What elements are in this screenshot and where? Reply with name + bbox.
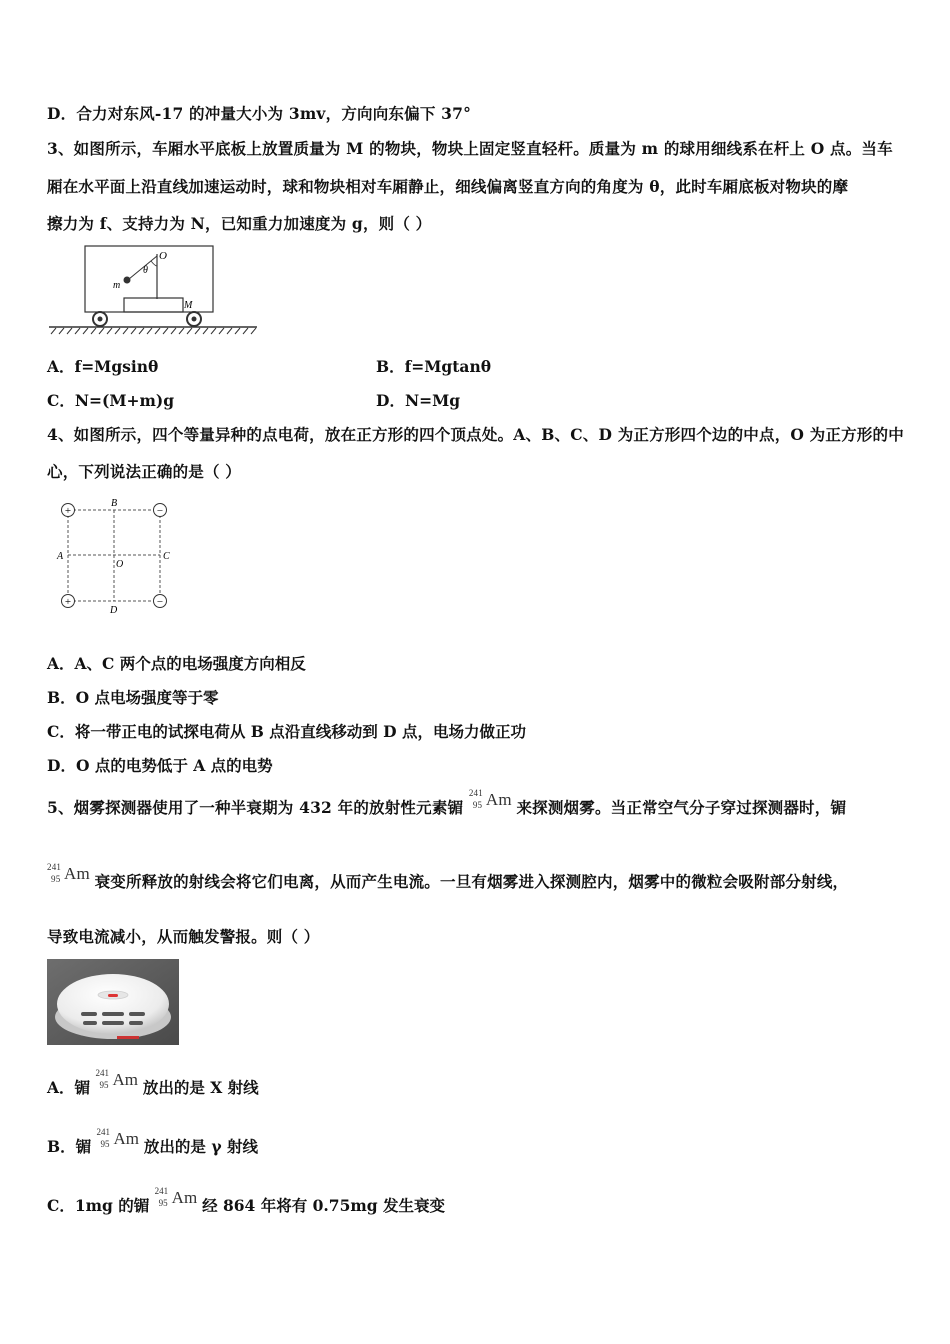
americium-isotope	[155, 1186, 197, 1216]
q4-charge-plus-top: +	[64, 505, 72, 517]
americium-isotope	[97, 1127, 139, 1157]
q4-square-figure	[50, 495, 180, 615]
q4-label-c: C	[163, 551, 170, 562]
americium-isotope	[469, 788, 511, 818]
q3-label-big-m: M	[184, 300, 193, 311]
q2-option-d: D．合力对东风-17 的冲量大小为 3mv，方向向东偏下 37°	[47, 104, 472, 123]
q3-label-theta: θ	[143, 265, 148, 276]
q4-label-o: O	[116, 559, 124, 570]
isotope-symbol: Am	[112, 1070, 138, 1089]
q3-stem-line2: 厢在水平面上沿直线加速运动时，球和物块相对车厢静止，细线偏离竖直方向的角度为 θ，此时车厢底板对物块的摩	[47, 177, 849, 196]
isotope-symbol: Am	[485, 790, 512, 809]
q4-stem-line2: 心，下列说法正确的是（ ）	[47, 462, 241, 481]
q5-stem-line2	[47, 862, 848, 892]
isotope-mass: 241	[468, 788, 483, 798]
q4-option-c: C．将一带正电的试探电荷从 B 点沿直线移动到 D 点，电场力做正功	[47, 722, 526, 741]
q5-option-b	[47, 1127, 258, 1157]
isotope-mass: 241	[96, 1127, 111, 1137]
q4-label-b: B	[111, 498, 118, 509]
q3-option-d: D．N=Mg	[376, 391, 461, 410]
q5-option-c	[47, 1186, 445, 1216]
q5-option-c-post: 经 864 年将有 0.75mg 发生衰变	[202, 1196, 446, 1215]
q3-stem-line1: 3、如图所示，车厢水平底板上放置质量为 M 的物块，物块上固定竖直轻杆。质量为 m 的球用细线系在杆上 O 点。当车	[47, 139, 893, 158]
q4-label-a: A	[57, 551, 64, 562]
q3-label-m: m	[113, 280, 121, 291]
americium-isotope	[95, 1068, 137, 1098]
q3-option-c: C．N=(M+m)g	[47, 391, 175, 410]
q4-charge-plus-bottom: +	[64, 596, 72, 608]
q4-label-d: D	[110, 605, 118, 615]
q5-option-a	[47, 1068, 259, 1098]
isotope-symbol: Am	[171, 1188, 198, 1207]
isotope-z: 95	[158, 1198, 168, 1208]
q5-option-b-pre: B．镅	[47, 1137, 92, 1156]
isotope-mass: 241	[154, 1186, 169, 1196]
q3-stem-line3: 擦力为 f、支持力为 N，已知重力加速度为 g，则（ ）	[47, 214, 432, 233]
isotope-mass: 241	[95, 1068, 109, 1078]
q4-charge-minus-bottom: −	[156, 596, 164, 608]
q4-option-d: D．O 点的电势低于 A 点的电势	[47, 756, 273, 775]
q5-option-a-pre: A．镅	[47, 1078, 91, 1097]
q3-carriage-figure	[47, 242, 262, 337]
isotope-symbol: Am	[113, 1129, 140, 1148]
isotope-z: 95	[472, 800, 483, 810]
isotope-z: 95	[51, 874, 61, 884]
q5-stem-line1	[47, 788, 846, 818]
q3-option-b: B．f=Mgtanθ	[376, 357, 492, 376]
isotope-mass: 241	[47, 862, 62, 872]
q3-option-a: A．f=Mgsinθ	[47, 357, 159, 376]
q4-stem-line1: 4、如图所示，四个等量异种的点电荷，放在正方形的四个顶点处。A、B、C、D 为正方形四个边的中点，O 为正方形的中	[47, 425, 904, 444]
q5-option-c-pre: C．1mg 的镅	[47, 1196, 150, 1215]
q4-option-b: B．O 点电场强度等于零	[47, 688, 219, 707]
q5-stem-line2-post: 衰变所释放的射线会将它们电离，从而产生电流。一旦有烟雾进入探测腔内，烟雾中的微粒会吸附部分射线，	[94, 872, 849, 891]
isotope-symbol: Am	[64, 864, 90, 883]
q5-option-a-post: 放出的是 X 射线	[142, 1078, 259, 1097]
smoke-detector-image	[47, 959, 179, 1045]
q5-option-b-post: 放出的是 γ 射线	[143, 1137, 258, 1156]
isotope-z: 95	[100, 1139, 110, 1149]
q4-charge-minus-top: −	[156, 505, 164, 517]
q5-stem-line3: 导致电流减小，从而触发警报。则（ ）	[47, 927, 320, 946]
isotope-z: 95	[99, 1080, 109, 1090]
q5-stem-line1-pre: 5、烟雾探测器使用了一种半衰期为 432 年的放射性元素镅	[47, 798, 464, 817]
q4-option-a: A．A、C 两个点的电场强度方向相反	[47, 654, 306, 673]
q3-label-o: O	[159, 250, 167, 262]
q5-stem-line1-post: 来探测烟雾。当正常空气分子穿过探测器时，镅	[516, 798, 847, 817]
americium-isotope	[47, 862, 89, 892]
